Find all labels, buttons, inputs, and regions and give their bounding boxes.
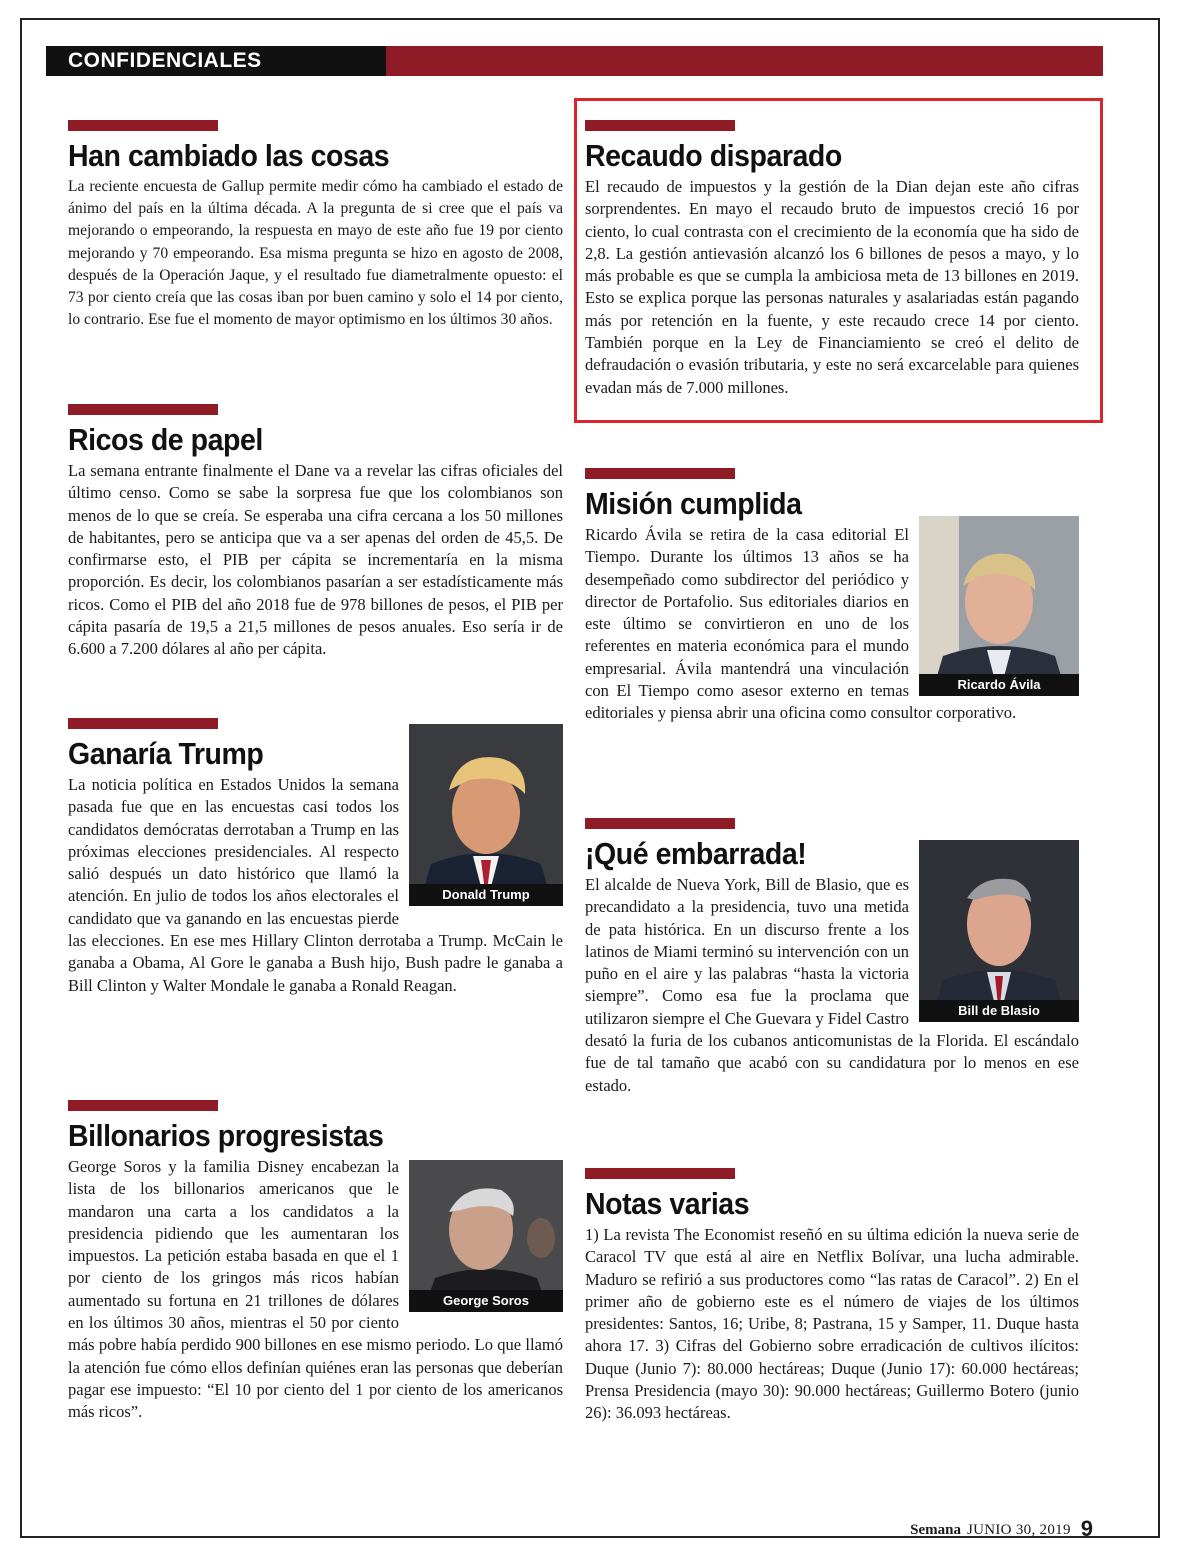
headline-bar	[68, 718, 218, 729]
article-body: El recaudo de impuestos y la gestión de la Dian dejan este año cifras sorprendentes. En mayo el recaudo bruto de impuestos creció 16 por ciento, lo cual contrasta con el crecimiento de la economía que ha sido de 2,8. La gestión antievasión alcanzó los 6 billones de pesos a mayo, y lo más probable es que se cumpla la ambiciosa meta de 13 billones en 2019. Esto se explica porque las personas naturales y asalariadas están pagando más por retención en la fuente, y este recaudo crece 14 por ciento. También porque en la Ley de Financiamiento se creó el delito de defraudación o evasión tributaria, y este no será excarcelable para quienes evadan más de 7.000 millones.	[585, 177, 1079, 397]
headline: Billonarios progresistas	[68, 1118, 384, 1153]
photo-soros	[409, 1160, 563, 1312]
headline: Ricos de papel	[68, 422, 263, 457]
article-body: La noticia política en Estados Unidos la semana pasada fue que en las encuestas casi todos los candidatos demócratas derrotaban a Trump en las próximas elecciones presidenciales. Al respecto salió después un dato histórico que llamó la atención. En julio de todos los años electorales el candidato que va ganando en las encuestas pierde las elecciones. En ese mes Hillary Clinton derrotaba a Trump. McCain le ganaba a Obama, Al Gore le ganaba a Bush hijo, Bush padre le ganaba a Bill Clinton y Walter Mondale le ganaba a Ronald Reagan.	[68, 775, 563, 995]
article-que-embarrada	[585, 818, 1079, 1097]
article-han-cambiado	[68, 120, 563, 331]
headline-bar	[68, 1100, 218, 1111]
issue-date: JUNIO 30, 2019	[966, 1522, 1071, 1538]
headline: ¡Qué embarrada!	[585, 836, 807, 871]
page-footer	[910, 1514, 1093, 1540]
headline-bar	[585, 120, 735, 131]
headline-bar	[68, 404, 218, 415]
headline-bar	[68, 120, 218, 131]
photo-caption: Donald Trump	[409, 884, 563, 906]
photo-caption: Bill de Blasio	[919, 1000, 1079, 1022]
article-notas-varias	[585, 1168, 1079, 1425]
article-ricos-de-papel	[68, 404, 563, 661]
section-label: CONFIDENCIALES	[46, 46, 386, 76]
portrait-illustration	[919, 516, 1079, 696]
headline-bar	[585, 468, 735, 479]
headline-bar	[585, 1168, 735, 1179]
article-billonarios	[68, 1100, 563, 1424]
article-body: El alcalde de Nueva York, Bill de Blasio, que es precandidato a la presidencia, tuvo una metida de pata histórica. En un discurso frente a los latinos de Miami terminó su intervención con un puño en el aire y las palabras “hasta la victoria siempre”. Como esa fue la proclama que utilizaron siempre el Che Guevara y Fidel Castro desató la furia de los cubanos anticomunistas de la Florida. El escándalo fue de tal tamaño que acabó con su candidatura por lo menos en ese estado.	[585, 875, 1079, 1095]
headline: Ganaría Trump	[68, 736, 264, 771]
headline: Recaudo disparado	[585, 138, 842, 173]
photo-avila	[919, 516, 1079, 696]
article-body: George Soros y la familia Disney encabezan la lista de los billonarios americanos que le mandaron una carta a los candidatos a la presidencia pidiendo que les aumentaran los impuestos. La petición estaba basada en que el 1 por ciento de los gringos más ricos habían aumentado su fortuna en 21 trillones de dólares en los últimos 30 años, mientras el 50 por ciento más pobre había perdido 900 billones en ese mismo periodo. Lo que llamó la atención fue cómo ellos definían quiénes eran las personas que deberían pagar ese impuesto: “El 10 por ciento del 1 por ciento de los americanos más ricos”.	[68, 1157, 563, 1422]
article-ganaria-trump	[68, 718, 563, 997]
article-body: La reciente encuesta de Gallup permite medir cómo ha cambiado el estado de ánimo del país en la última década. A la pregunta de si cree que el país va mejorando o empeorando, la respuesta en mayo de este año fue 19 por ciento mejorando y 70 empeorando. Esa misma pregunta se hizo en agosto de 2008, después de la Operación Jaque, y el resultado fue diametralmente opuesto: el 73 por ciento creía que las cosas iban por buen camino y solo el 14 por ciento, lo contrario. Ese fue el momento de mayor optimismo en los últimos 30 años.	[68, 178, 563, 329]
headline-bar	[585, 818, 735, 829]
photo-caption: Ricardo Ávila	[919, 674, 1079, 696]
headline: Han cambiado las cosas	[68, 138, 390, 173]
article-body: Ricardo Ávila se retira de la casa editorial El Tiempo. Durante los últimos 13 años se ha desempeñado como subdirector del periódico y director de Portafolio. Sus editoriales diarios en este último se convirtieron en uno de los referentes en materia económica para el mundo empresarial. Ávila mantendrá una vinculación con El Tiempo como asesor externo en temas editoriales y piensa abrir una oficina como consultor corporativo.	[585, 525, 1017, 723]
magazine-name: Semana	[910, 1522, 961, 1538]
photo-caption: George Soros	[409, 1290, 563, 1312]
article-recaudo	[585, 120, 1079, 399]
headline: Misión cumplida	[585, 486, 802, 521]
headline: Notas varias	[585, 1186, 750, 1221]
article-body: 1) La revista The Economist reseñó en su última edición la nueva serie de Caracol TV que está al aire en Netflix Bolívar, una lucha admirable. Maduro se refirió a sus productores como “las ratas de Caracol”. 2) En el primer año de gobierno este es el número de viajes de los últimos presidentes: Santos, 16; Uribe, 8; Pastrana, 15 y Samper, 11. Duque hasta ahora 17. 3) Cifras del Gobierno sobre erradicación de cultivos ilícitos: Duque (Junio 7): 80.000 hectáreas; Duque (Junio 17): 60.000 hectáreas; Prensa Presidencia (mayo 30): 90.000 hectáreas; Guillermo Botero (junio 26): 36.093 hectáreas.	[585, 1225, 1079, 1423]
article-mision-cumplida	[585, 468, 1079, 725]
article-body: La semana entrante finalmente el Dane va a revelar las cifras oficiales del último censo. Como se sabe la sorpresa fue que los colombianos son menos de lo que se creía. Se esperaba una cifra cercana a los 50 millones de habitantes, pero se anticipa que va a ser apenas del orden de 45,5. De confirmarse esto, el PIB per cápita se incrementaría en la misma proporción. Es decir, los colombianos pasarían a ser estadísticamente más ricos. Como el PIB del año 2018 fue de 978 billones de pesos, el PIB per cápita pasaría de 19,5 a 21,5 millones de pesos anuales. Eso sería ir de 6.600 a 7.200 dólares al año per cápita.	[68, 461, 563, 659]
page-number: 9	[1080, 1516, 1093, 1541]
